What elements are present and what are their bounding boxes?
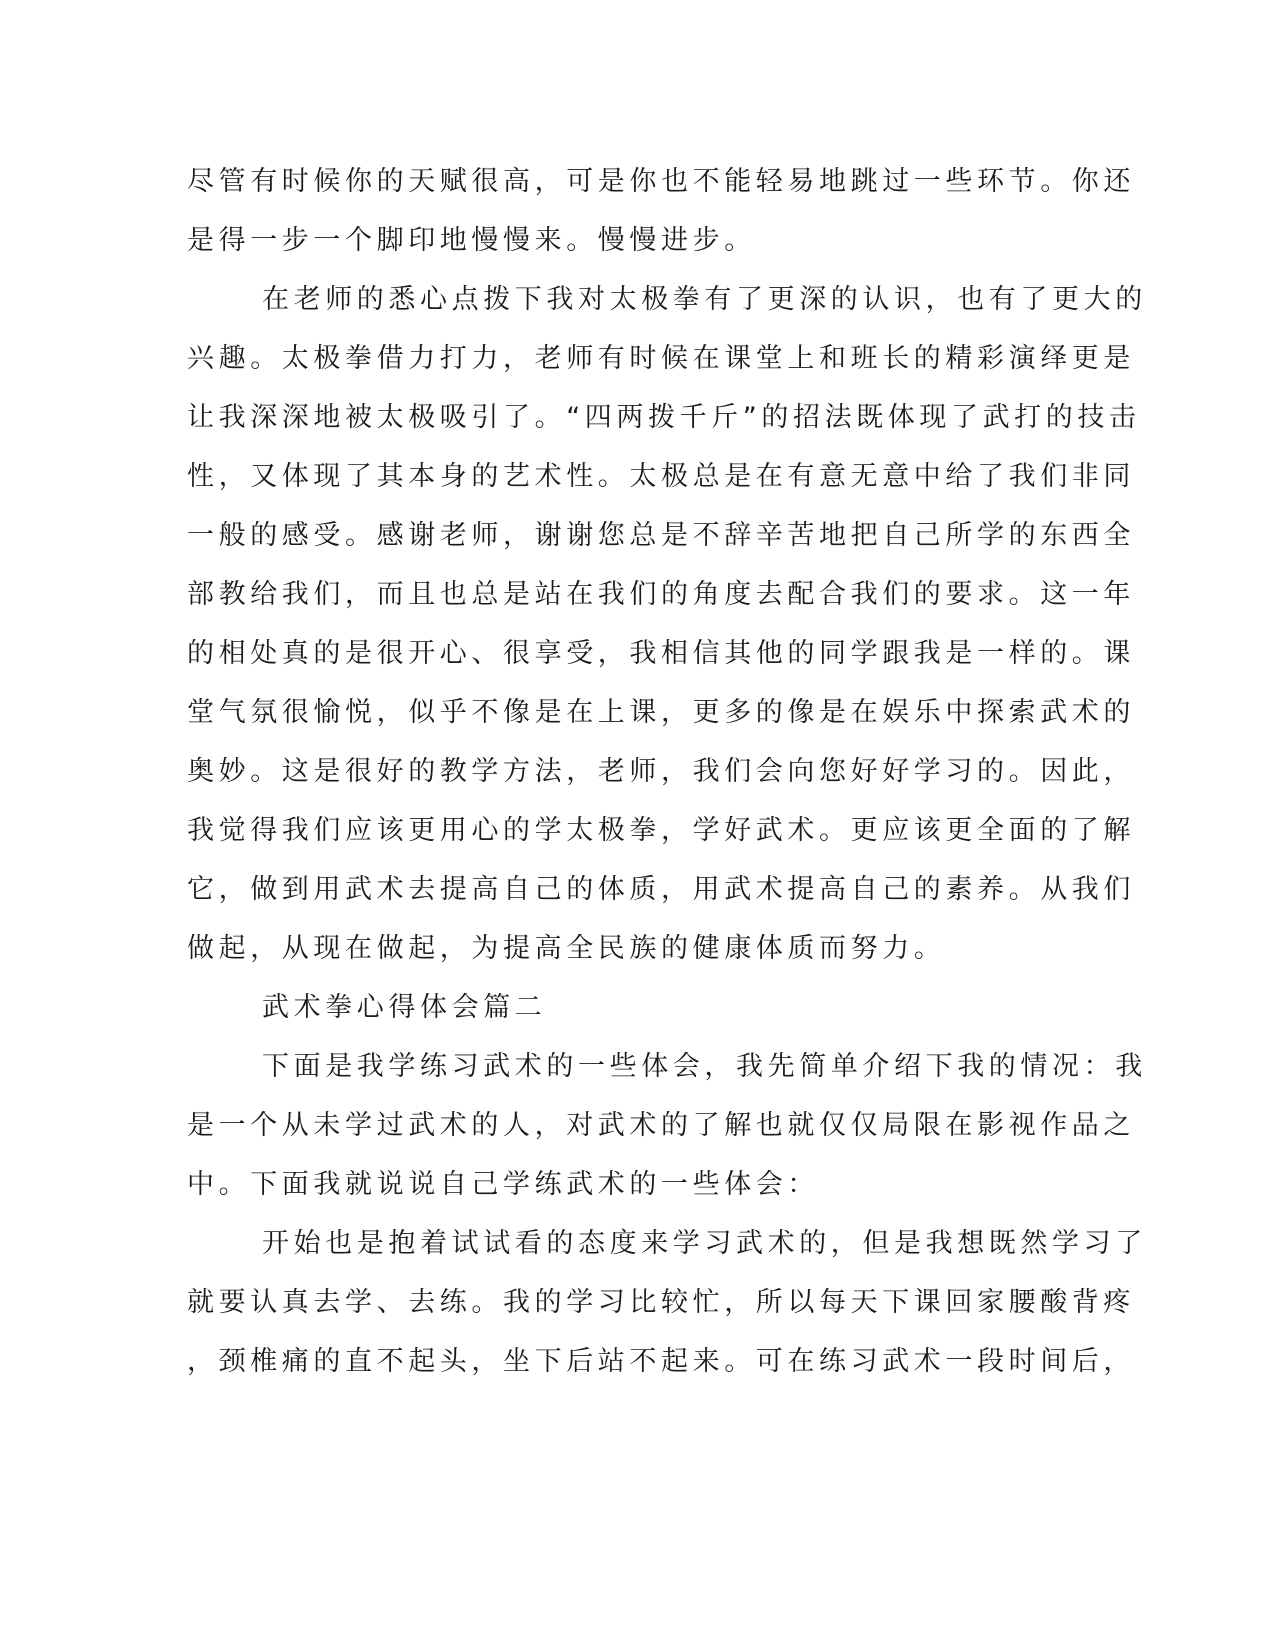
paragraph-first-line: 下面是我学练习武术的一些体会，我先简单介绍下我的情况：我 [262,1051,1147,1082]
text-line: 尽管有时候你的天赋很高，可是你也不能轻易地跳过一些环节。你还 [187,166,1135,197]
text-line: 我觉得我们应该更用心的学太极拳，学好武术。更应该更全面的了解 [187,815,1135,846]
text-line: 部教给我们，而且也总是站在我们的角度去配合我们的要求。这一年 [187,579,1135,610]
text-line: 一般的感受。感谢老师，谢谢您总是不辞辛苦地把自己所学的东西全 [187,520,1135,551]
text-line: 它，做到用武术去提高自己的体质，用武术提高自己的素养。从我们 [187,874,1135,905]
text-line: 的相处真的是很开心、很享受，我相信其他的同学跟我是一样的。课 [187,638,1135,669]
paragraph-first-line: 在老师的悉心点拨下我对太极拳有了更深的认识，也有了更大的 [262,284,1147,315]
text-line: 就要认真去学、去练。我的学习比较忙，所以每天下课回家腰酸背疼 [187,1287,1135,1318]
text-line: 兴趣。太极拳借力打力，老师有时候在课堂上和班长的精彩演绎更是 [187,343,1135,374]
text-line: ，颈椎痛的直不起头，坐下后站不起来。可在练习武术一段时间后， [187,1346,1135,1377]
text-line: 是一个从未学过武术的人，对武术的了解也就仅仅局限在影视作品之 [187,1110,1135,1141]
text-line: 性，又体现了其本身的艺术性。太极总是在有意无意中给了我们非同 [187,461,1135,492]
section-heading: 武术拳心得体会篇二 [262,992,547,1023]
text-line: 堂气氛很愉悦，似乎不像是在上课，更多的像是在娱乐中探索武术的 [187,697,1135,728]
text-line: 让我深深地被太极吸引了。“四两拨千斤”的招法既体现了武打的技击 [187,402,1141,433]
text-line: 中。下面我就说说自己学练武术的一些体会： [187,1169,819,1200]
paragraph-first-line: 开始也是抱着试试看的态度来学习武术的，但是我想既然学习了 [262,1228,1147,1259]
text-line: 是得一步一个脚印地慢慢来。慢慢进步。 [187,225,756,256]
text-line: 奥妙。这是很好的教学方法，老师，我们会向您好好学习的。因此， [187,756,1135,787]
text-line: 做起，从现在做起，为提高全民族的健康体质而努力。 [187,933,946,964]
